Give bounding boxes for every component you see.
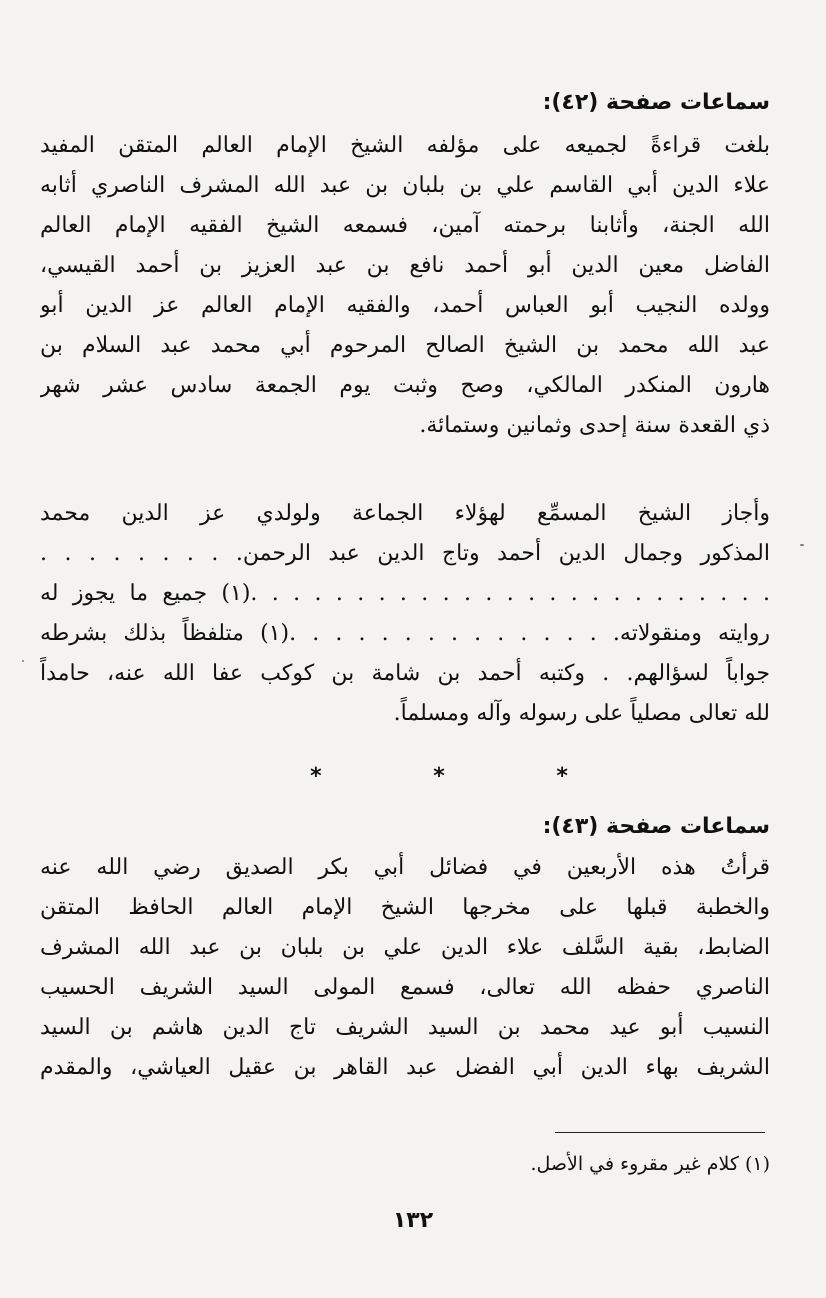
- text-line: النسيب أبو عيد محمد بن السيد الشريف تاج الدين هاشم بن السيد: [40, 1015, 770, 1040]
- section-separator: * * *: [310, 764, 620, 789]
- text-line: وأجاز الشيخ المسمِّع لهؤلاء الجماعة ولولدي عز الدين محمد: [40, 501, 770, 526]
- section-42-paragraph-2: [40, 494, 770, 734]
- text-line: ذي القعدة سنة إحدى وثمانين وستمائة.: [419, 413, 770, 438]
- section-42-paragraph-1: [40, 126, 770, 446]
- section-43-paragraph-1: [40, 848, 770, 1088]
- text-line: . . . . . . . . . . . . . . . . . . . . . . . . .(١) جميع ما يجوز له: [40, 581, 770, 606]
- text-line: جواباً لسؤالهم. . وكتبه أحمد بن شامة بن كوكب عفا الله عنه، حامداً: [40, 661, 770, 686]
- text-line: الناصري حفظه الله تعالى، فسمع المولى السيد الشريف الحسيب: [40, 975, 770, 1000]
- text-line: الله الجنة، وأثابنا برحمته آمين، فسمعه الشيخ الفقيه الإمام العالم: [40, 213, 770, 238]
- text-line: هارون المنكدر المالكي، وصح وثبت يوم الجمعة سادس عشر شهر: [40, 373, 770, 398]
- footnote-rule: [555, 1132, 765, 1133]
- text-line: المذكور وجمال الدين أحمد وتاج الدين عبد الرحمن. . . . . . . . .: [40, 541, 770, 566]
- text-line: والخطبة قبلها على مخرجها الشيخ الإمام العالم الحافظ المتقن: [40, 895, 770, 920]
- scan-speck: [800, 544, 804, 546]
- text-line: روايته ومنقولاته. . . . . . . . . . . . . . .(١) متلفظاً بذلك بشرطه: [40, 621, 770, 646]
- section-heading-42: سماعات صفحة (٤٢):: [542, 90, 770, 115]
- page-number: ١٣٢: [392, 1208, 434, 1233]
- text-line: لله تعالى مصلياً على رسوله وآله ومسلماً.: [393, 701, 770, 726]
- scan-speck: [22, 660, 24, 662]
- text-line: علاء الدين أبي القاسم علي بن بلبان بن عبد الله المشرف الناصري أثابه: [40, 173, 770, 198]
- text-line: عبد الله محمد بن الشيخ الصالح المرحوم أبي محمد عبد السلام بن: [40, 333, 770, 358]
- footnote: (١) كلام غير مقروء في الأصل.: [530, 1153, 770, 1175]
- text-line: بلغت قراءةً لجميعه على مؤلفه الشيخ الإمام العالم المتقن المفيد: [40, 133, 770, 158]
- section-heading-43: سماعات صفحة (٤٣):: [542, 814, 770, 839]
- text-line: وولده النجيب أبو العباس أحمد، والفقيه الإمام العالم عز الدين أبو: [40, 293, 770, 318]
- text-line: الشريف بهاء الدين أبي الفضل عبد القاهر بن عقيل العياشي، والمقدم: [40, 1055, 770, 1080]
- text-line: الفاضل معين الدين أبو أحمد نافع بن عبد العزيز بن أحمد القيسي،: [40, 253, 770, 278]
- text-line: الضابط، بقية السَّلف علاء الدين علي بن بلبان بن عبد الله المشرف: [40, 935, 770, 960]
- text-line: قرأتُ هذه الأربعين في فضائل أبي بكر الصديق رضي الله عنه: [40, 855, 770, 880]
